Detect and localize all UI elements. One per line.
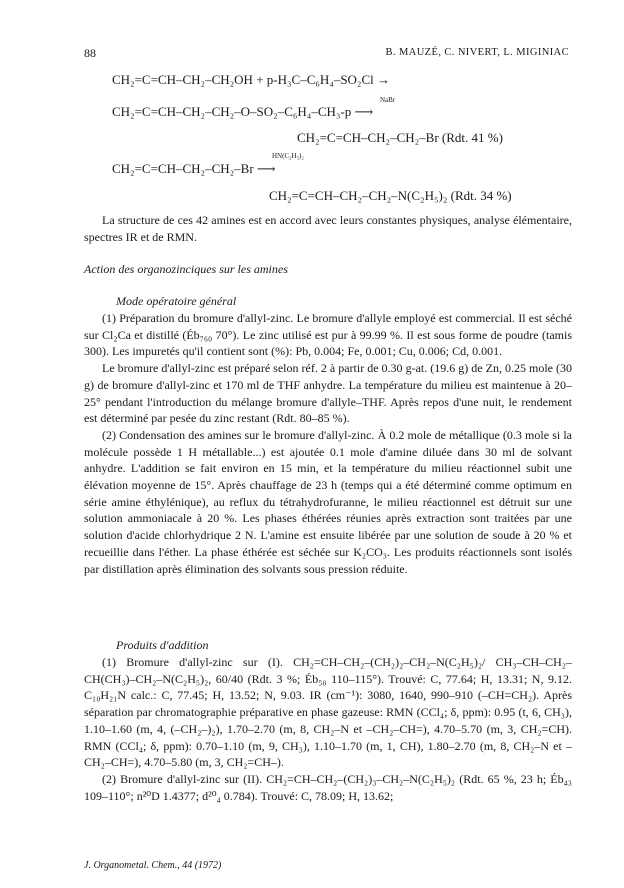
- paragraph-preparation: [84, 310, 572, 577]
- section-title: Action des organozinciques sur les amines: [84, 262, 288, 276]
- paragraph-condensation-text: (2) Condensation des amines sur le bromure d'allyl-zinc. À 0.2 mole de métallique (0.3 mole si la molécule possède 1 H métallable...) est ajoutée 0.1 mole d'amine diluée dans 30 ml de solvant anhydre. L'addition se fait environ en 15 min, et la température du milieu réactionnel subit une élévation moyenne de 15°. Après chauffage de 23 h (temps qui a été déterminé comme optimum en série amine éthylénique), au reflux du tétrahydrofuranne, le milieu réactionnel est détruit sur une solution ammoniacale à 20 %. Les phases éthérées réunies après extraction sont traitées par une solution d'acide chlorhydrique 2 N. L'amine est ensuite libérée par une solution de soude à 20 % et recueillie dans l'éther. La phase éthérée est séchée sur K₂CO₃. Les produits réactionnels sont isolés par distillation après élimination des solvants sous pression réduite.: [84, 427, 572, 576]
- scheme-line-5: CH₂=C=CH–CH₂–CH₂–N(C₂H₅)₂ (Rdt. 34 %): [269, 188, 512, 203]
- paragraph-preparation-2-text: Le bromure d'allyl-zinc est préparé selon réf. 2 à partir de 0.30 g-at. (19.6 g) de Zn, 0.25 mole (30 g) de bromure d'allyl-zinc et 170 ml de THF anhydre. La température du milieu est maintenue à 20–25° pendant l'introduction du mélange bromure d'allyle–THF. Après repos d'une nuit, le rendement est déterminé par pesée du zinc restant (Rdt. 80–85 %).: [84, 361, 572, 426]
- subsection-title: Mode opératoire général: [116, 294, 237, 308]
- paragraph-addition-1-text: (1) Bromure d'allyl-zinc sur (I). CH₂=CH–CH₂–(CH₂)₂–CH₂–N(C₂H₅)₂/ CH₃–CH–CH₂–CH(CH₃)–CH₂–N(C₂H₅)₂, 60/40 (Rdt. 3 %; Éb₅₀ 110–115°). Trouvé: C, 77.64; H, 13.31; N, 9.12. C₁₀H₂₁N calc.: C, 77.45; H, 13.52; N, 9.03. IR (cm⁻¹): 3080, 1640, 990–910 (–CH=CH₂). Après séparation par chromatographie préparative en phase gazeuse: RMN (CCl₄; δ, ppm): 0.95 (t, 6, CH₃), 1.10–1.60 (m, 4, (–CH₂–)₂), 1.70–2.70 (m, 8, CH₂–N et –CH₂–CH=), 4.70–5.70 (m, 3, CH₂=CH). RMN (CCl₄; δ, ppm): 0.70–1.10 (m, 9, CH₃), 1.10–1.70 (m, 1, CH), 1.80–2.70 (m, 8, CH₂–N et –CH₂–CH=), 4.70–5.80 (m, 3, CH₂=CH–).: [84, 655, 572, 770]
- scheme-reagent-nabr: NaBr: [380, 96, 396, 104]
- paragraph-structure-text: La structure de ces 42 amines est en accord avec leurs constantes physiques, analyse élémentaire, spectres IR et de RMN.: [84, 213, 572, 244]
- scheme-line-1: CH₂=C=CH–CH₂–CH₂OH + p-H₃C–C₆H₄–SO₂Cl →: [112, 72, 391, 87]
- running-header-authors: B. MAUZÉ, C. NIVERT, L. MIGINIAC: [385, 47, 569, 58]
- paragraph-structure: [84, 212, 572, 245]
- paragraph-addition-2-text: (2) Bromure d'allyl-zinc sur (II). CH₂=CH–CH₂–(CH₂)₃–CH₂–N(C₂H₅)₂ (Rdt. 65 %, 23 h; Éb₄₃ 109–110°; n²⁰D 1.4377; d²⁰₄ 0.784). Trouvé: C, 78.09; H, 13.62;: [84, 771, 572, 803]
- paragraph-addition-products: [84, 654, 572, 804]
- paragraph-preparation-text: (1) Préparation du bromure d'allyl-zinc. Le bromure d'allyle employé est commercial. Il est séché sur Cl₂Ca et distillé (Éb₇₆₀ 70°). Le zinc utilisé est pur à 99.99 %. Il est sous forme de poudre (tamis 300). Les impuretés qu'il contient sont (%): Pb, 0.004; Fe, 0.001; Cu, 0.006; Cd, 0.001.: [84, 311, 572, 359]
- page-number: 88: [84, 46, 96, 60]
- scheme-reagent-amine: HN(C₂H₅)₂: [272, 152, 304, 160]
- scheme-line-3: CH₂=C=CH–CH₂–CH₂–Br (Rdt. 41 %): [297, 130, 503, 145]
- journal-footer: J. Organometal. Chem., 44 (1972): [84, 860, 222, 871]
- scheme-line-2: CH₂=C=CH–CH₂–CH₂–O–SO₂–C₆H₄–CH₃-p ⟶: [112, 104, 374, 119]
- scheme-line-4: CH₂=C=CH–CH₂–CH₂–Br ⟶: [112, 161, 276, 176]
- subsection-2-title: Produits d'addition: [116, 638, 209, 652]
